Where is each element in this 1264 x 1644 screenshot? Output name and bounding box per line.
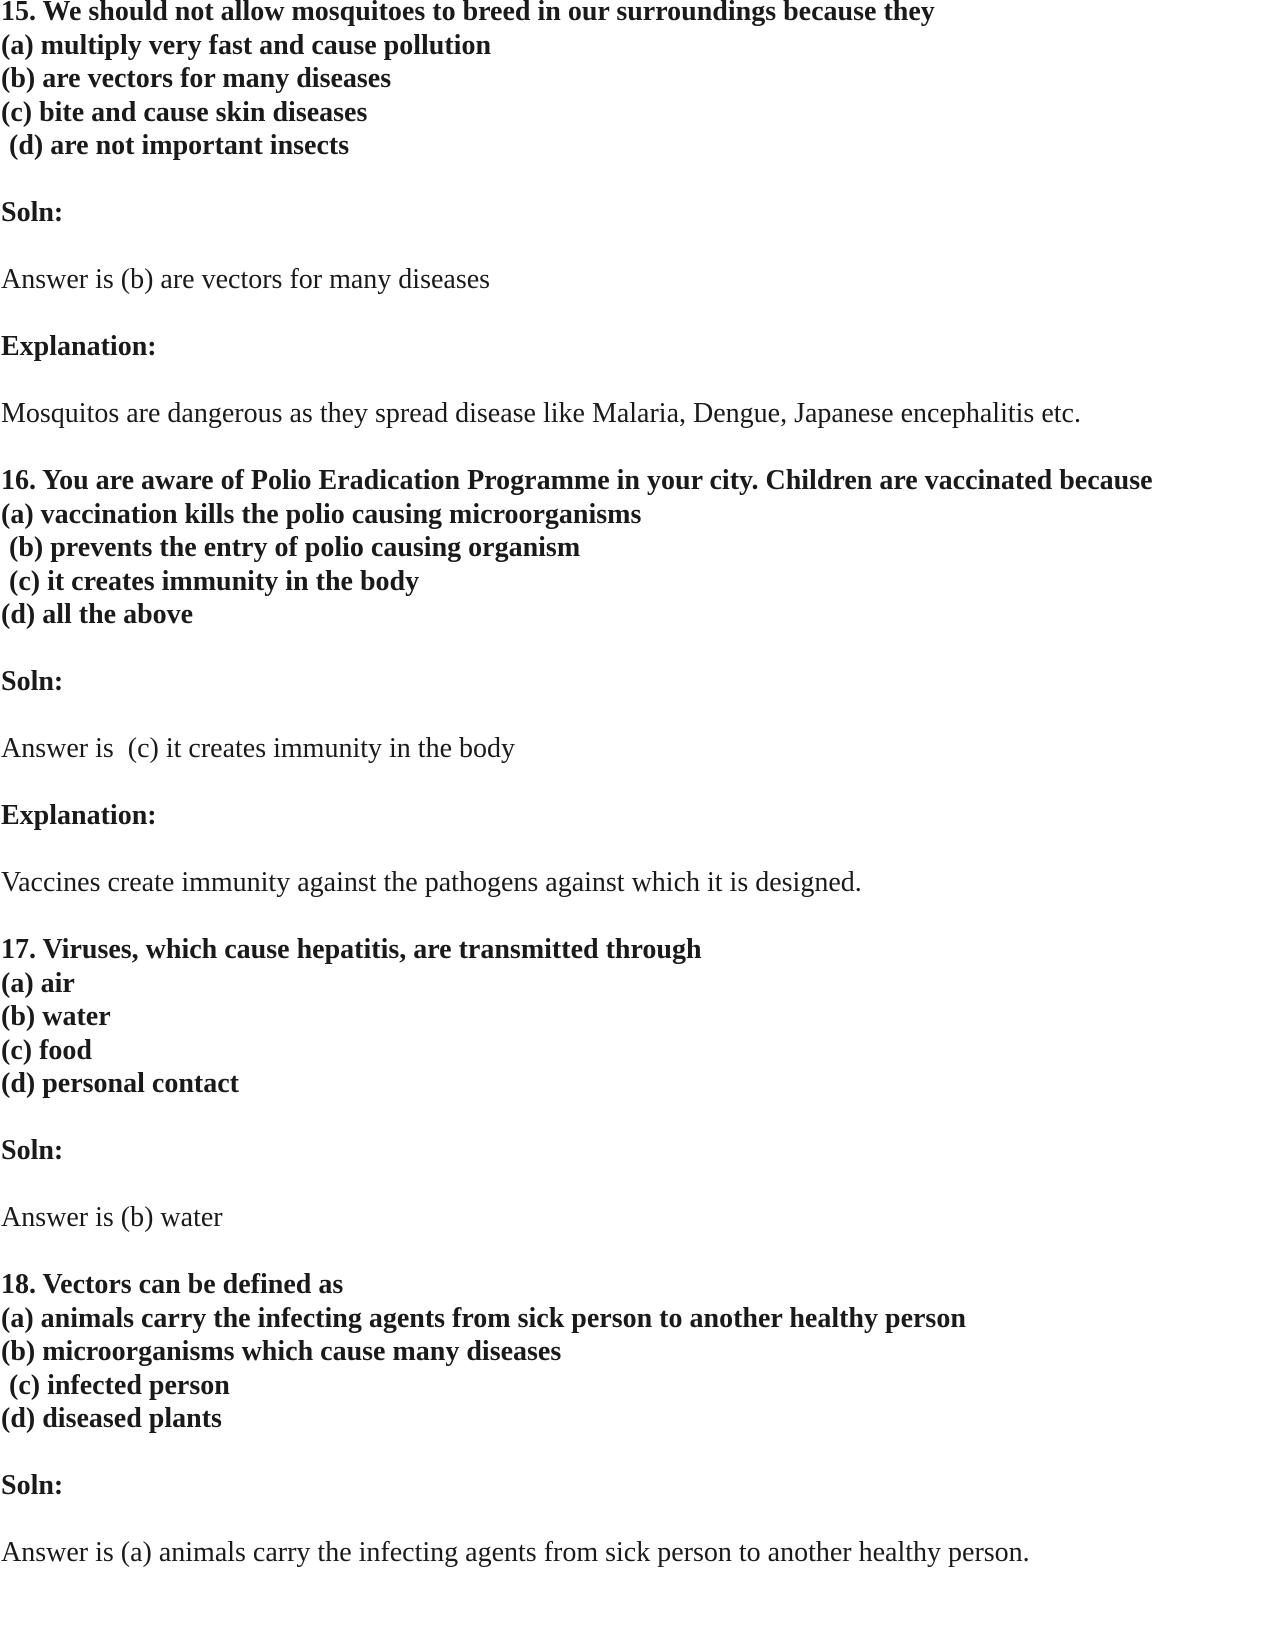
question-15: 15. We should not allow mosquitoes to breed in our surroundings because they [1,0,935,27]
option-d: (d) are not important insects [9,130,350,161]
soln-label: Soln: [1,1135,64,1166]
option-a: (a) air [1,967,75,999]
option-b: (b) prevents the entry of polio causing organism [9,532,581,563]
soln-label: Soln: [1,1470,64,1501]
option-d: (d) diseased plants [1,1403,222,1434]
question-16: 16. You are aware of Polio Eradication Programme in your city. Children are vaccinated because [1,465,1153,496]
option-b: (b) are vectors for many diseases [1,63,392,94]
option-a: (a) animals carry the infecting agents from sick person to another healthy person [1,1302,966,1334]
answer: Answer is (a) animals carry the infecting agents from sick person to another healthy person. [1,1537,1030,1568]
explanation-label: Explanation: [1,331,157,362]
answer: Answer is (b) are vectors for many diseases [1,264,491,295]
option-b: (b) water [1,1001,111,1032]
option-c: (c) bite and cause skin diseases [1,96,368,128]
option-a: (a) vaccination kills the polio causing microorganisms [1,498,642,530]
option-c: (c) it creates immunity in the body [9,565,420,597]
option-b: (b) microorganisms which cause many diseases [1,1336,562,1367]
soln-label: Soln: [1,666,64,697]
option-c: (c) food [1,1034,92,1066]
document-page [1,0,1153,1570]
question-17: 17. Viruses, which cause hepatitis, are transmitted through [1,934,702,965]
option-d: (d) personal contact [1,1068,239,1099]
question-18: 18. Vectors can be defined as [1,1269,344,1300]
answer: Answer is (c) it creates immunity in the body [1,733,515,764]
explanation: Vaccines create immunity against the pathogens against which it is designed. [1,867,862,898]
answer: Answer is (b) water [1,1202,223,1233]
explanation-label: Explanation: [1,800,157,831]
option-d: (d) all the above [1,599,194,630]
option-c: (c) infected person [9,1369,230,1401]
explanation: Mosquitos are dangerous as they spread disease like Malaria, Dengue, Japanese encephalitis etc. [1,398,1081,429]
soln-label: Soln: [1,197,64,228]
option-a: (a) multiply very fast and cause pollution [1,29,492,61]
